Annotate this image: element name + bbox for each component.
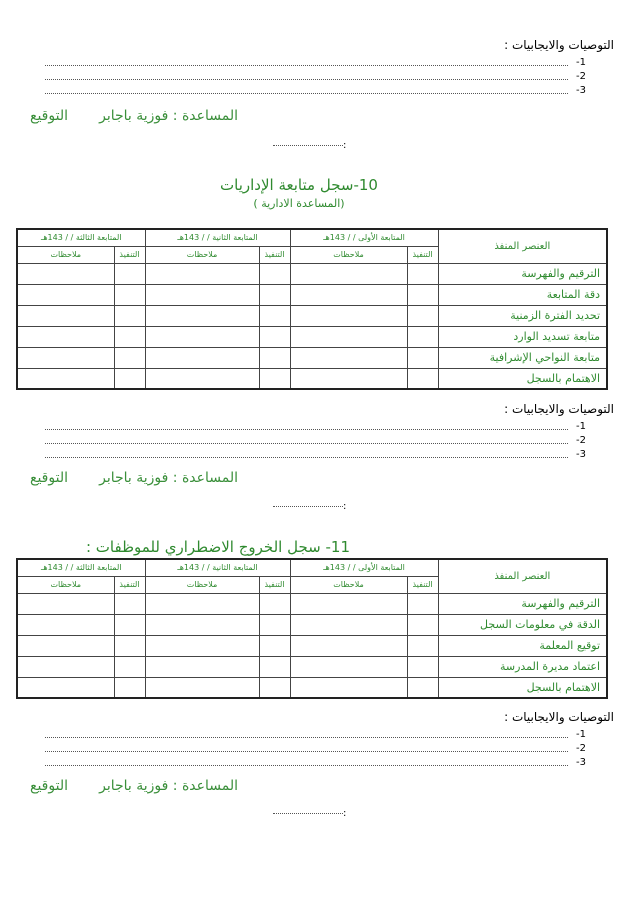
recommendations-label: التوصيات والايجابيات :: [504, 710, 614, 724]
recommendation-line-1[interactable]: -1: [45, 421, 586, 433]
implementation-header: التنفيذ: [114, 246, 145, 263]
assistant-name: المساعدة : فوزية باجابر: [99, 470, 238, 486]
cell[interactable]: [290, 656, 407, 677]
section-10-title: 10-سجل متابعة الإداريات: [220, 176, 378, 194]
cell[interactable]: [290, 305, 407, 326]
cell[interactable]: [145, 305, 259, 326]
cell[interactable]: [114, 593, 145, 614]
row-label: الاهتمام بالسجل: [438, 677, 607, 698]
implementation-header: التنفيذ: [407, 576, 438, 593]
cell[interactable]: [407, 284, 438, 305]
implementation-header: التنفيذ: [259, 246, 290, 263]
notes-header: ملاحظات: [290, 576, 407, 593]
row-label: الترقيم والفهرسة: [438, 263, 607, 284]
cell[interactable]: [407, 305, 438, 326]
cell[interactable]: [17, 368, 114, 389]
row-label: الاهتمام بالسجل: [438, 368, 607, 389]
cell[interactable]: [114, 635, 145, 656]
cell[interactable]: [114, 614, 145, 635]
cell[interactable]: [259, 326, 290, 347]
section-11-table: [16, 558, 608, 699]
notes-header: ملاحظات: [145, 576, 259, 593]
cell[interactable]: [17, 263, 114, 284]
cell[interactable]: [407, 656, 438, 677]
cell[interactable]: [259, 284, 290, 305]
cell[interactable]: [290, 635, 407, 656]
cell[interactable]: [407, 263, 438, 284]
section-11-title: 11- سجل الخروج الاضطراري للموظفات :: [85, 538, 350, 556]
cell[interactable]: [290, 347, 407, 368]
recommendation-line-1[interactable]: -1: [45, 57, 586, 69]
signature-label: التوقيع: [30, 470, 68, 486]
cell[interactable]: [114, 263, 145, 284]
recommendation-line-2[interactable]: -2: [45, 743, 586, 755]
followup-2-header: المتابعة الثانية / / 143هـ: [145, 229, 290, 246]
cell[interactable]: [145, 614, 259, 635]
row-label: متابعة النواحي الإشرافية: [438, 347, 607, 368]
cell[interactable]: [259, 656, 290, 677]
cell[interactable]: [17, 677, 114, 698]
cell[interactable]: [407, 635, 438, 656]
recommendation-line-2[interactable]: -2: [45, 71, 586, 83]
cell[interactable]: [145, 677, 259, 698]
cell[interactable]: [290, 326, 407, 347]
followup-1-header: المتابعة الأولى / / 143هـ: [290, 559, 438, 576]
row-label: اعتماد مديرة المدرسة: [438, 656, 607, 677]
cell[interactable]: [17, 593, 114, 614]
cell[interactable]: [114, 347, 145, 368]
cell[interactable]: [145, 593, 259, 614]
implementation-header: التنفيذ: [114, 576, 145, 593]
followup-3-header: المتابعة الثالثة / / 143هـ: [17, 229, 145, 246]
notes-header: ملاحظات: [145, 246, 259, 263]
cell[interactable]: [259, 263, 290, 284]
cell[interactable]: [407, 347, 438, 368]
row-label: دقة المتابعة: [438, 284, 607, 305]
recommendation-line-2[interactable]: -2: [45, 435, 586, 447]
cell[interactable]: [17, 614, 114, 635]
signature-field[interactable]: :: [273, 808, 346, 819]
assistant-name: المساعدة : فوزية باجابر: [99, 108, 238, 124]
cell[interactable]: [290, 284, 407, 305]
cell[interactable]: [145, 326, 259, 347]
cell[interactable]: [114, 368, 145, 389]
followup-2-header: المتابعة الثانية / / 143هـ: [145, 559, 290, 576]
cell[interactable]: [17, 635, 114, 656]
cell[interactable]: [114, 284, 145, 305]
cell[interactable]: [259, 593, 290, 614]
cell[interactable]: [17, 284, 114, 305]
signature-field[interactable]: :: [273, 140, 346, 151]
element-header: العنصر المنفذ: [438, 559, 607, 593]
recommendations-label: التوصيات والايجابيات :: [504, 38, 614, 52]
cell[interactable]: [114, 305, 145, 326]
recommendation-line-3[interactable]: -3: [45, 757, 586, 769]
cell[interactable]: [259, 368, 290, 389]
cell[interactable]: [114, 677, 145, 698]
recommendation-line-3[interactable]: -3: [45, 85, 586, 97]
cell[interactable]: [145, 284, 259, 305]
signature-label: التوقيع: [30, 108, 68, 124]
cell[interactable]: [145, 368, 259, 389]
recommendation-line-3[interactable]: -3: [45, 449, 586, 461]
cell[interactable]: [290, 263, 407, 284]
cell[interactable]: [17, 347, 114, 368]
cell[interactable]: [290, 677, 407, 698]
cell[interactable]: [114, 656, 145, 677]
cell[interactable]: [259, 614, 290, 635]
section-10-subtitle: (المساعدة الادارية ): [253, 197, 345, 210]
followup-3-header: المتابعة الثالثة / / 143هـ: [17, 559, 145, 576]
notes-header: ملاحظات: [17, 246, 114, 263]
implementation-header: التنفيذ: [259, 576, 290, 593]
row-label: توقيع المعلمة: [438, 635, 607, 656]
recommendation-line-1[interactable]: -1: [45, 729, 586, 741]
cell[interactable]: [17, 326, 114, 347]
section-10-table: [16, 228, 608, 390]
cell[interactable]: [290, 593, 407, 614]
signature-field[interactable]: :: [273, 501, 346, 512]
cell[interactable]: [407, 368, 438, 389]
cell[interactable]: [407, 326, 438, 347]
element-header: العنصر المنفذ: [438, 229, 607, 263]
cell[interactable]: [290, 368, 407, 389]
notes-header: ملاحظات: [290, 246, 407, 263]
row-label: متابعة تسديد الوارد: [438, 326, 607, 347]
cell[interactable]: [407, 614, 438, 635]
recommendations-label: التوصيات والايجابيات :: [504, 402, 614, 416]
cell[interactable]: [145, 635, 259, 656]
cell[interactable]: [145, 263, 259, 284]
row-label: الترقيم والفهرسة: [438, 593, 607, 614]
cell[interactable]: [114, 326, 145, 347]
row-label: الدقة في معلومات السجل: [438, 614, 607, 635]
cell[interactable]: [259, 305, 290, 326]
implementation-header: التنفيذ: [407, 246, 438, 263]
followup-1-header: المتابعة الأولى / / 143هـ: [290, 229, 438, 246]
cell[interactable]: [407, 677, 438, 698]
cell[interactable]: [259, 347, 290, 368]
cell[interactable]: [407, 593, 438, 614]
cell[interactable]: [145, 347, 259, 368]
cell[interactable]: [259, 677, 290, 698]
cell[interactable]: [17, 656, 114, 677]
signature-label: التوقيع: [30, 778, 68, 794]
row-label: تحديد الفترة الزمنية: [438, 305, 607, 326]
cell[interactable]: [259, 635, 290, 656]
assistant-name: المساعدة : فوزية باجابر: [99, 778, 238, 794]
notes-header: ملاحظات: [17, 576, 114, 593]
cell[interactable]: [17, 305, 114, 326]
cell[interactable]: [290, 614, 407, 635]
cell[interactable]: [145, 656, 259, 677]
